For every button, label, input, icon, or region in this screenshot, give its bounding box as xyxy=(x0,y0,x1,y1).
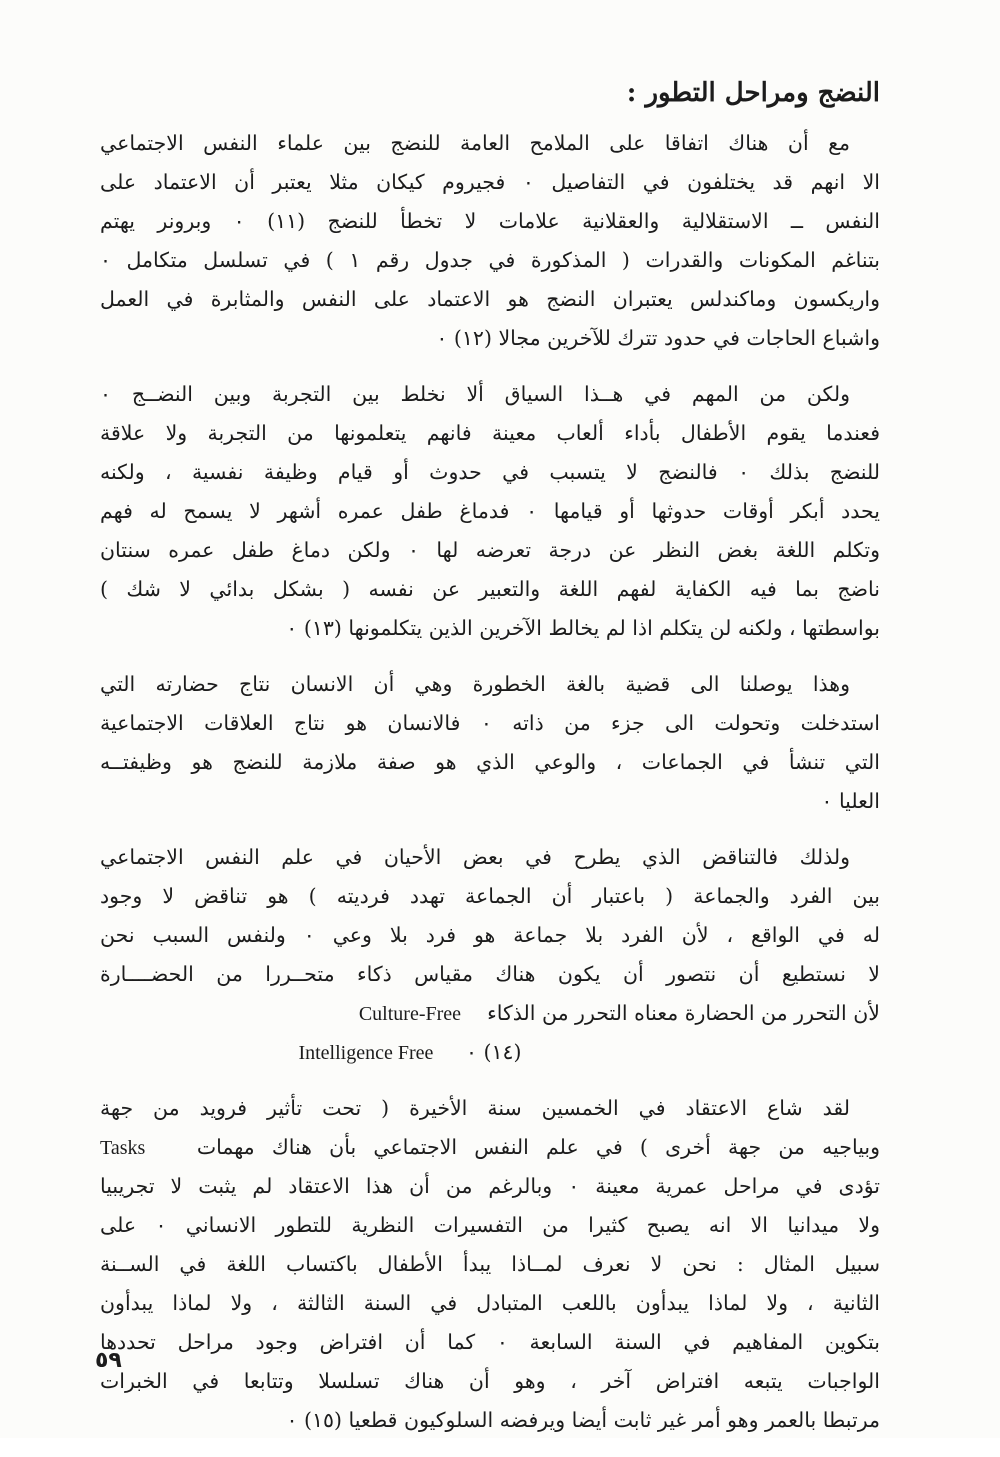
text-line: بين الفرد والجماعة ( باعتبار أن الجماعة تهدد فرديته ) هو تناقض لا وجود xyxy=(100,884,880,908)
text-line: ولذلك فالتناقض الذي يطرح في بعض الأحيان في علم النفس الاجتماعي xyxy=(100,845,850,869)
paragraph-3 xyxy=(100,665,880,821)
paragraph-5 xyxy=(100,1089,880,1440)
text-line: للنضج بذلك ٠ فالنضج لا يتسبب في حدوث أو قيام وظيفة نفسية ، ولكنه xyxy=(100,460,880,484)
text-line: الا انهم قد يختلفون في التفاصيل ٠ فجيروم كيكان مثلا يعتبر أن الاعتماد على xyxy=(100,170,880,194)
text-line: بواسطتها ، ولكنه لن يتكلم اذا لم يخالط الآخرين الذين يتكلمونها (١٣) ٠ xyxy=(286,616,880,640)
text-line: مع أن هناك اتفاقا على الملامح العامة للنضج بين علماء النفس الاجتماعي xyxy=(100,131,850,155)
text-line: يحدد أبكر أوقات حدوثها أو قيامها ٠ فدماغ طفل عمره أشهر لا يسمح له فهم xyxy=(100,499,880,523)
paragraph-2 xyxy=(100,375,880,648)
body-text xyxy=(100,124,880,1457)
text-line: تؤدى في مراحل عمرية معينة ٠ وبالرغم من أن هذا الاعتقاد لم يثبت لا تجريبيا xyxy=(100,1174,880,1198)
section-heading: النضج ومراحل التطور : xyxy=(626,78,880,108)
text-line: استدخلت وتحولت الى جزء من ذاته ٠ فالانسان هو نتاج العلاقات الاجتماعية xyxy=(100,711,880,735)
text-line: واشباع الحاجات في حدود تترك للآخرين مجالا (١٢) ٠ xyxy=(436,326,880,350)
text-line-mixed xyxy=(100,1033,880,1072)
text-line: فعندما يقوم الأطفال بأداء ألعاب معينة فانهم يتعلمونها من التجربة ولا علاقة xyxy=(100,421,880,445)
text-line: الواجبات يتبعه افتراض آخر ، وهو أن هناك تسلسلا وتتابعا في الخبرات xyxy=(100,1369,880,1393)
text-line: العليا ٠ xyxy=(821,789,880,813)
paragraph-1 xyxy=(100,124,880,358)
text-line: لقد شاع الاعتقاد في الخمسين سنة الأخيرة ( تحت تأثير فرويد من جهة xyxy=(100,1096,850,1120)
text-line: واريكسون وماكندلس يعتبران النضج هو الاعتماد على النفس والمثابرة في العمل xyxy=(100,287,880,311)
text-line: له في الواقع ، لأن الفرد بلا جماعة هو فرد بلا وعي ٠ ولنفس السبب نحن xyxy=(100,923,880,947)
arabic-segment: (١٤) ٠ xyxy=(465,1040,522,1064)
text-line: وتكلم اللغة بغض النظر عن درجة تعرضه لها ٠ ولكن دماغ طفل عمره سنتان xyxy=(100,538,880,562)
paragraph-4 xyxy=(100,838,880,1072)
text-line: الثانية ، ولا لماذا يبدأون باللعب المتبادل في السنة الثالثة ، ولا لماذا يبدأون xyxy=(100,1291,880,1315)
text-line-mixed xyxy=(100,994,880,1033)
latin-term: Tasks xyxy=(100,1137,146,1159)
text-line: ولكن من المهم في هــذا السياق ألا نخلط بين التجربة وبين النضــج ٠ xyxy=(100,382,850,406)
text-line: ولا ميدانيا الا انه يصبح كثيرا من التفسيرات النظرية للتطور الانساني ٠ على xyxy=(100,1213,880,1237)
text-line: سبيل المثال : نحن لا نعرف لمــاذا يبدأ الأطفال باكتساب اللغة في الســنة xyxy=(100,1252,880,1276)
arabic-segment: لأن التحرر من الحضارة معناه التحرر من الذكاء xyxy=(487,1001,880,1025)
page-number: ٥٩ xyxy=(95,1348,122,1373)
text-line: بتكوين المفاهيم في السنة السابعة ٠ كما أن افتراض وجود مراحل تحددها xyxy=(100,1330,880,1354)
text-line: النفس ــ الاستقلالية والعقلانية علامات لا تخطأ للنضج (١١) ٠ وبرونر يهتم xyxy=(100,209,880,233)
text-line: لا نستطيع أن نتصور أن يكون هناك مقياس ذكاء متحــررا من الحضــــارة xyxy=(100,962,880,986)
latin-term: Intelligence Free xyxy=(298,1042,434,1064)
latin-term: Culture-Free xyxy=(358,1003,462,1025)
arabic-segment: وبياجيه من جهة أخرى ) في علم النفس الاجتماعي بأن هناك مهمات xyxy=(196,1135,880,1159)
text-line: بتناغم المكونات والقدرات ( المذكورة في جدول رقم ١ ) في تسلسل متكامل ٠ xyxy=(100,248,880,272)
text-line: ناضج بما فيه الكفاية لفهم اللغة والتعبير عن نفسه ( بشكل بدائي لا شك ) xyxy=(100,577,880,601)
text-line: وهذا يوصلنا الى قضية بالغة الخطورة وهي أن الانسان نتاج حضارته التي xyxy=(100,672,850,696)
text-line-mixed xyxy=(100,1128,880,1167)
text-line: مرتبطا بالعمر وهو أمر غير ثابت أيضا ويرفضه السلوكيون قطعيا (١٥) ٠ xyxy=(286,1408,880,1432)
text-line: التي تنشأ في الجماعات ، والوعي الذي هو صفة ملازمة للنضج هو وظيفتــه xyxy=(100,750,880,774)
